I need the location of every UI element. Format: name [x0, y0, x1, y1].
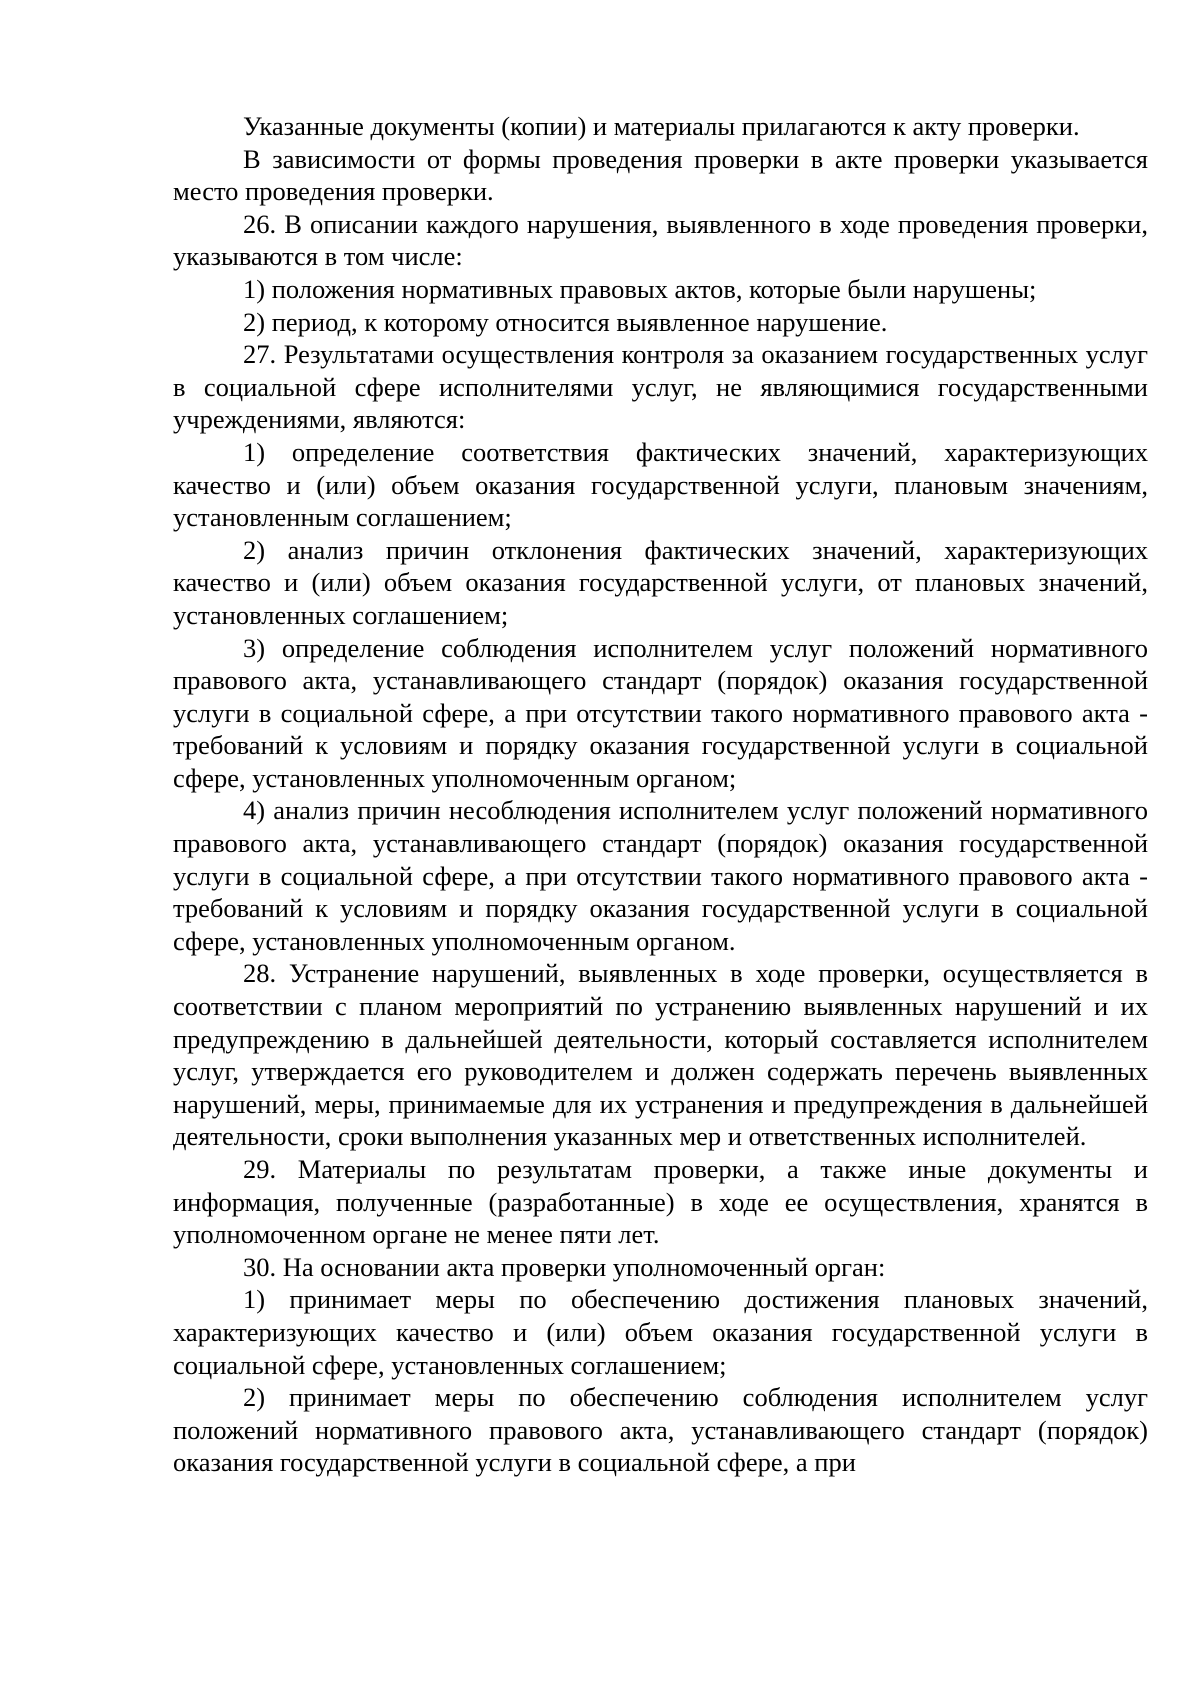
paragraph: 2) принимает меры по обеспечению соблюдения исполнителем услуг положений нормативного правового акта, устанавливающего стандарт (порядок) оказания государственной услуги в социальной сфере, а при — [173, 1382, 1148, 1478]
paragraph: 28. Устранение нарушений, выявленных в ходе проверки, осуществляется в соответствии с планом мероприятий по устранению выявленных нарушений и их предупреждению в дальнейшей деятельности, который составляется исполнителем услуг, утверждается его руководителем и должен содержать перечень выявленных нарушений, меры, принимаемые для их устранения и предупреждения в дальнейшей деятельности, сроки выполнения указанных мер и ответственных исполнителей. — [173, 958, 1148, 1152]
paragraph: 1) определение соответствия фактических значений, характеризующих качество и (или) объем оказания государственной услуги, плановым значениям, установленным соглашением; — [173, 436, 1148, 533]
paragraph: 2) период, к которому относится выявленное нарушение. — [243, 306, 888, 337]
paragraph: 27. Результатами осуществления контроля за оказанием государственных услуг в социальной сфере исполнителями услуг, не являющимися государственными учреждениями, являются: — [173, 339, 1148, 435]
paragraph: 29. Материалы по результатам проверки, а также иные документы и информация, полученные (разработанные) в ходе ее осуществления, хранятся в уполномоченном органе не менее пяти лет. — [173, 1154, 1148, 1250]
paragraph: 1) принимает меры по обеспечению достижения плановых значений, характеризующих качество и (или) объем оказания государственной услуги в социальной сфере, установленных соглашением; — [173, 1284, 1148, 1380]
paragraph: 30. На основании акта проверки уполномоченный орган: — [243, 1251, 886, 1282]
document-page — [173, 110, 1148, 1479]
paragraph: 2) анализ причин отклонения фактических значений, характеризующих качество и (или) объем оказания государственной услуги, от плановых значений, установленных соглашением; — [173, 534, 1148, 630]
paragraph: 26. В описании каждого нарушения, выявленного в ходе проведения проверки, указываются в том числе: — [173, 208, 1148, 272]
paragraph: 1) положения нормативных правовых актов, которые были нарушены; — [243, 273, 1037, 304]
paragraph: Указанные документы (копии) и материалы прилагаются к акту проверки. — [243, 111, 1080, 141]
paragraph: В зависимости от формы проведения проверки в акте проверки указывается место проведения проверки. — [173, 143, 1148, 207]
paragraph: 4) анализ причин несоблюдения исполнителем услуг положений нормативного правового акта, устанавливающего стандарт (порядок) оказания государственной услуги в социальной сфере, а при отсутствии такого нормативного правового акта - требований к условиям и порядку оказания государственной услуги в социальной сфере, установленных уполномоченным органом. — [173, 795, 1148, 956]
paragraph: 3) определение соблюдения исполнителем услуг положений нормативного правового акта, устанавливающего стандарт (порядок) оказания государственной услуги в социальной сфере, а при отсутствии такого нормативного правового акта - требований к условиям и порядку оказания государственной услуги в социальной сфере, установленных уполномоченным органом; — [173, 632, 1148, 793]
